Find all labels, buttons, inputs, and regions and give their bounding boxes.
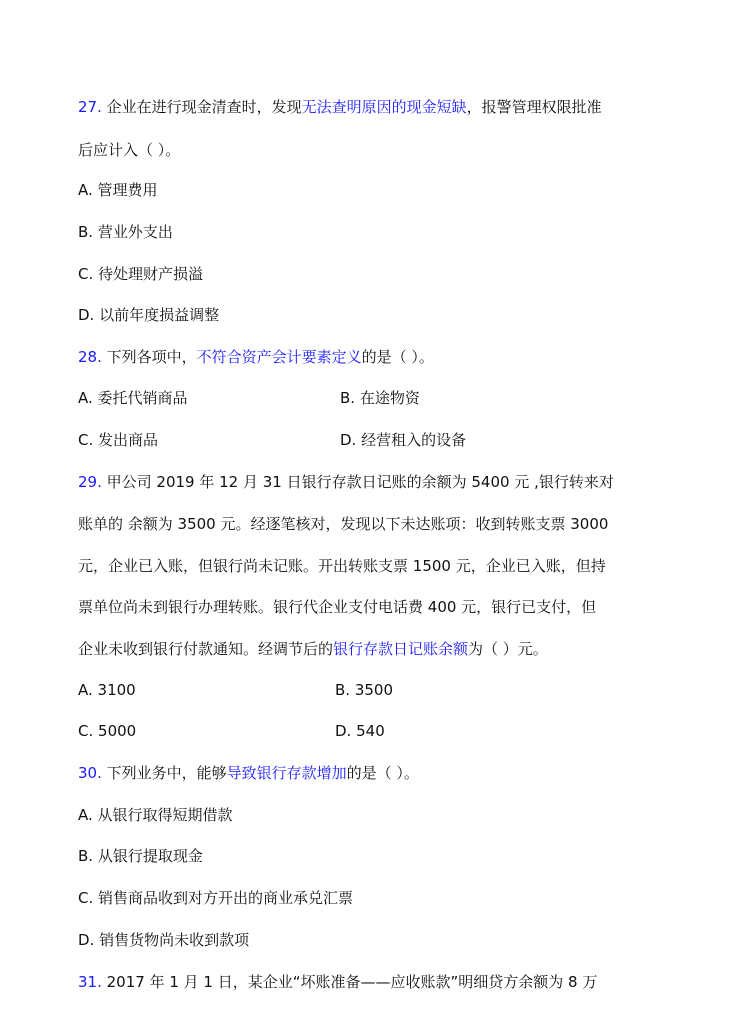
question-27-stem-line-2: 后应计入（ ）。: [78, 141, 181, 159]
option-text: 在途物资: [359, 389, 420, 407]
question-29-stem-line-5: [78, 639, 548, 659]
question-30-option-a: [78, 805, 233, 825]
question-27-stem-line-1: [78, 97, 602, 117]
option-text: 经营租入的设备: [361, 431, 467, 449]
question-text: 企业未收到银行付款通知。经调节后的: [78, 640, 334, 658]
question-text: 2017 年 1 月 1 日，某企业“坏账准备——应收账款”明细贷方余额为 8 万: [101, 973, 598, 991]
option-label: A.: [78, 681, 93, 699]
highlighted-keyword: 银行存款日记账余额: [333, 640, 469, 658]
question-text: 的是（ ）。: [361, 348, 434, 366]
option-label: D.: [78, 931, 95, 949]
option-text: 3100: [97, 681, 136, 699]
question-30-option-b: [78, 846, 203, 866]
option-label: B.: [335, 681, 351, 699]
option-label: D.: [335, 722, 352, 740]
question-text: 为（ ）元。: [468, 640, 548, 658]
option-text: 销售商品收到对方开出的商业承兑汇票: [98, 889, 354, 907]
option-label: B.: [340, 389, 356, 407]
option-label: B.: [78, 223, 94, 241]
question-number: 30.: [78, 764, 102, 782]
option-text: 从银行提取现金: [97, 847, 203, 865]
question-31-stem-line-1: [78, 972, 597, 992]
option-text: 以前年度损益调整: [99, 306, 220, 324]
option-label: B.: [78, 847, 94, 865]
option-text: 委托代销商品: [97, 389, 188, 407]
option-text: 5000: [98, 722, 137, 740]
question-text: 下列各项中，: [101, 348, 197, 366]
option-label: A.: [78, 389, 93, 407]
option-text: 待处理财产损溢: [98, 265, 204, 283]
option-label: C.: [78, 431, 94, 449]
question-30-option-c: [78, 888, 353, 908]
question-text: 下列业务中，能够: [101, 764, 227, 782]
option-label: D.: [340, 431, 357, 449]
question-28-option-a: [78, 388, 188, 408]
option-text: 540: [356, 722, 385, 740]
question-29-stem-line-4: 票单位尚未到银行办理转账。银行代企业支付电话费 400 元，银行已支付，但: [78, 598, 597, 616]
highlighted-keyword: 导致银行存款增加: [226, 764, 347, 782]
option-label: C.: [78, 265, 94, 283]
question-27-option-b: [78, 222, 173, 242]
question-29-option-a: [78, 680, 136, 700]
option-text: 发出商品: [98, 431, 159, 449]
question-30-option-d: [78, 930, 249, 950]
question-28-option-b: [340, 388, 420, 408]
option-label: A.: [78, 806, 93, 824]
option-label: C.: [78, 889, 94, 907]
question-29-option-d: [335, 721, 385, 741]
question-28-stem: [78, 347, 434, 367]
question-29-stem-line-2: 账单的 余额为 3500 元。经逐笔核对，发现以下未达账项：收到转账支票 3000: [78, 515, 609, 533]
question-29-option-c: [78, 721, 136, 741]
option-text: 销售货物尚未收到款项: [99, 931, 250, 949]
option-label: A.: [78, 181, 93, 199]
question-text: ，报警管理权限批准: [466, 98, 602, 116]
question-30-stem: [78, 763, 419, 783]
question-text: 的是（ ）。: [346, 764, 419, 782]
highlighted-keyword: 无法查明原因的现金短缺: [301, 98, 467, 116]
question-27-option-a: [78, 180, 158, 200]
question-27-option-c: [78, 264, 203, 284]
option-label: C.: [78, 722, 94, 740]
question-number: 31.: [78, 973, 102, 991]
question-29-stem-line-1: [78, 472, 614, 492]
option-text: 管理费用: [97, 181, 158, 199]
question-29-stem-line-3: 元，企业已入账，但银行尚未记账。开出转账支票 1500 元，企业已入账，但持: [78, 557, 606, 575]
question-28-option-c: [78, 430, 158, 450]
option-text: 从银行取得短期借款: [97, 806, 233, 824]
question-number: 28.: [78, 348, 102, 366]
question-number: 29.: [78, 473, 102, 491]
question-text: 企业在进行现金清查时，发现: [101, 98, 302, 116]
highlighted-keyword: 不符合资产会计要素定义: [196, 348, 362, 366]
question-text: 甲公司 2019 年 12 月 31 日银行存款日记账的余额为 5400 元 ,银行转来对: [101, 473, 614, 491]
question-number: 27.: [78, 98, 102, 116]
question-27-option-d: [78, 305, 219, 325]
question-29-option-b: [335, 680, 393, 700]
option-text: 3500: [354, 681, 394, 699]
option-text: 营业外支出: [97, 223, 173, 241]
question-28-option-d: [340, 430, 466, 450]
option-label: D.: [78, 306, 95, 324]
